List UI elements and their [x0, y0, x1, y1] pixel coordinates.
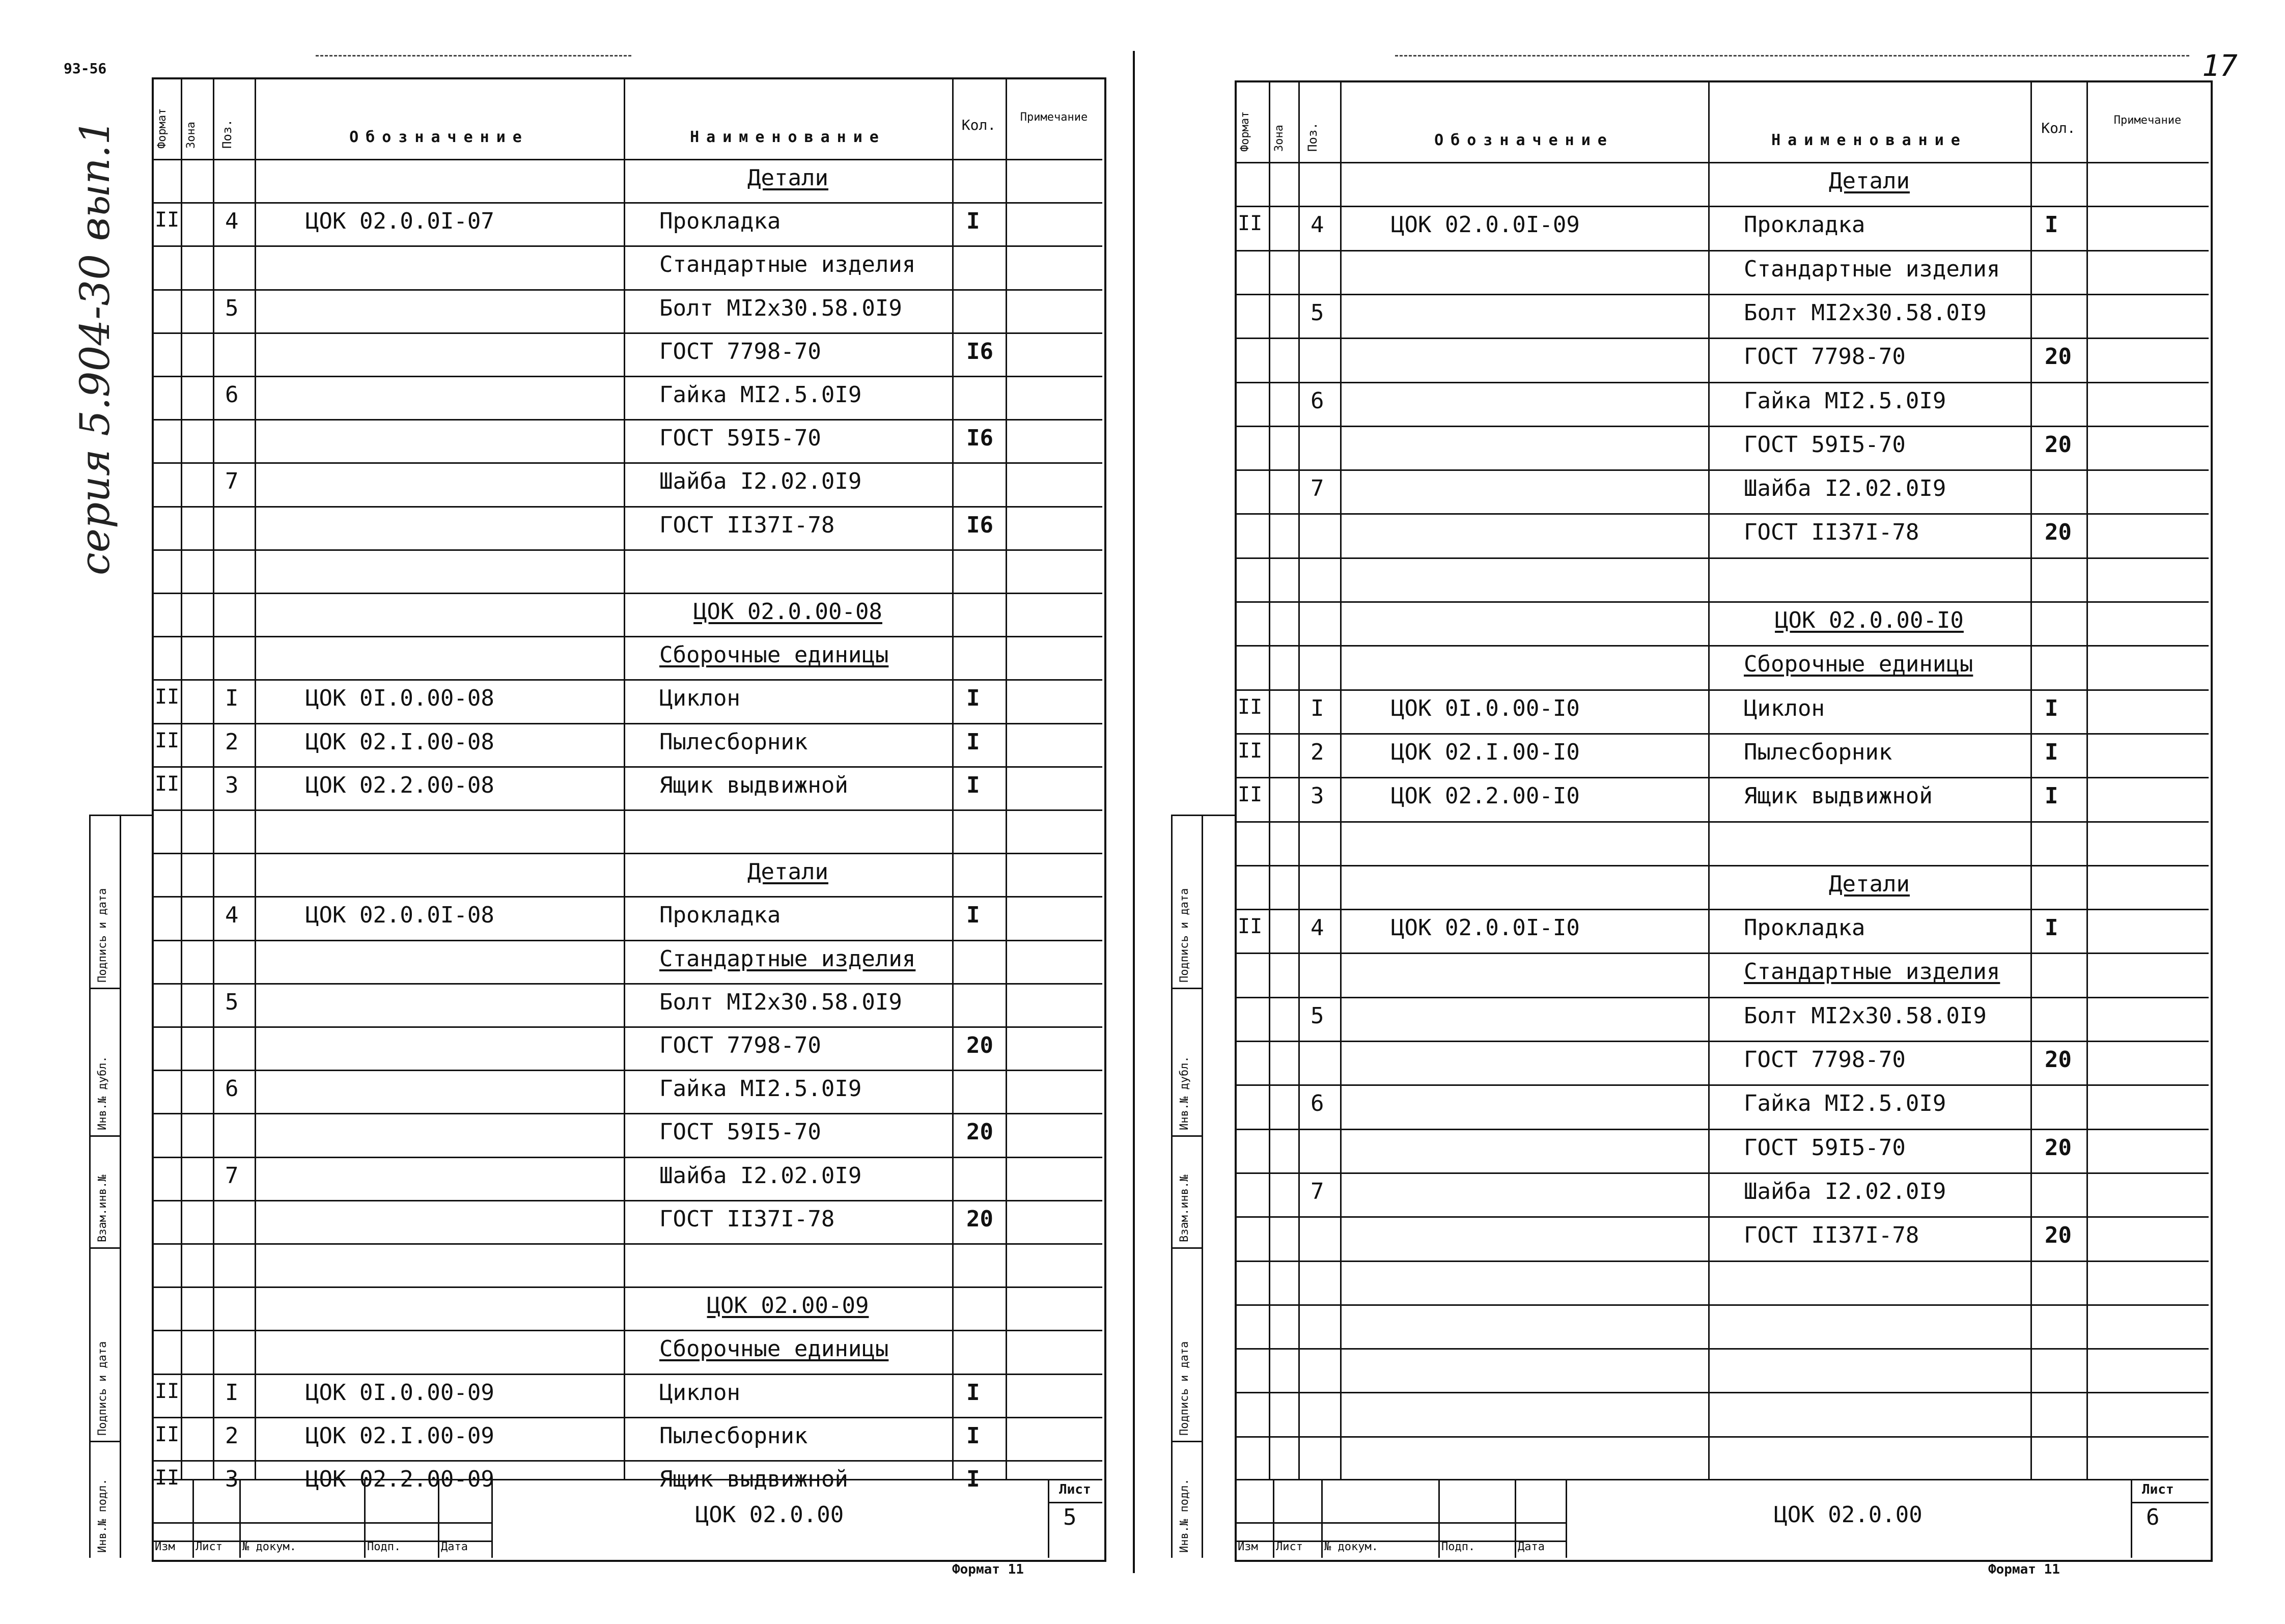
stamp-divider: [1438, 1479, 1440, 1558]
row-designation: ЦОК 02.I.00-I0: [1391, 739, 1580, 765]
row-name: ГОСТ 59I5-70: [1744, 431, 1906, 458]
row-position: 2: [225, 729, 239, 755]
row-quantity: I: [2045, 739, 2058, 765]
column-divider: [2086, 80, 2088, 1479]
row-name: ГОСТ 7798-70: [659, 1032, 821, 1058]
stamp-divider: [239, 1479, 241, 1558]
stamp-sheet-label: Лист: [1059, 1482, 1091, 1497]
stamp-row-line: [152, 1522, 491, 1524]
row-position: 2: [225, 1422, 239, 1449]
row-name: Детали: [747, 165, 828, 191]
row-name: Болт МI2х30.58.0I9: [659, 295, 902, 321]
header-format: Формат: [1239, 111, 1251, 152]
top-dashed-line: [316, 55, 631, 57]
side-stamp-border: [1202, 815, 1203, 1558]
row-name: Сборочные единицы: [659, 642, 889, 668]
row-name: ГОСТ 59I5-70: [1744, 1134, 1906, 1161]
side-stamp-border: [1171, 815, 1173, 1558]
row-divider: [152, 766, 1102, 768]
column-divider: [181, 77, 182, 1479]
row-name: ГОСТ 7798-70: [659, 338, 821, 365]
row-name: ГОСТ 7798-70: [1744, 344, 1906, 370]
header-note: Примечание: [1020, 111, 1088, 124]
stamp-label-doc: № докум.: [1324, 1541, 1378, 1553]
row-divider: [152, 853, 1102, 854]
row-divider: [1235, 953, 2209, 954]
side-stamp-vzam: Взам.инв.№: [96, 1174, 109, 1242]
column-divider: [1006, 77, 1007, 1479]
header-divider: [1235, 162, 2209, 163]
column-divider: [624, 77, 625, 1479]
row-name: Прокладка: [659, 208, 781, 235]
row-name: Болт МI2х30.58.0I9: [1744, 1002, 1987, 1029]
stamp-label-list: Лист: [196, 1541, 222, 1553]
stamp-divider: [1321, 1479, 1323, 1558]
stamp-format: Формат 11: [1988, 1562, 2060, 1577]
top-dashed-line: [1395, 55, 2189, 57]
stamp-label-data: Дата: [1518, 1541, 1545, 1553]
row-divider: [1235, 1172, 2209, 1174]
row-name: Детали: [1829, 168, 1910, 194]
stamp-designation: ЦОК 02.0.00: [695, 1502, 844, 1528]
row-designation: ЦОК 02.0.0I-08: [305, 902, 494, 929]
row-position: 4: [225, 902, 239, 929]
row-name: Шайба I2.02.0I9: [659, 468, 862, 495]
row-name: ЦОК 02.0.00-I0: [1775, 607, 1964, 633]
row-position: I: [225, 1379, 239, 1406]
stamp-label-data: Дата: [441, 1541, 468, 1553]
stamp-top-line: [1235, 1479, 2209, 1480]
row-quantity: I: [966, 902, 980, 929]
row-format: II: [155, 1422, 180, 1446]
row-divider: [152, 809, 1102, 811]
row-quantity: I6: [966, 338, 993, 365]
row-format: II: [155, 208, 180, 232]
row-quantity: I: [2045, 695, 2058, 721]
row-divider: [152, 1374, 1102, 1375]
page-mark: 17: [2202, 48, 2238, 83]
row-divider: [152, 332, 1102, 334]
header-divider: [152, 159, 1102, 160]
row-divider: [1235, 1304, 2209, 1306]
row-name: Циклон: [1744, 695, 1825, 721]
row-quantity: 20: [2045, 344, 2072, 370]
row-divider: [152, 1070, 1102, 1071]
row-designation: ЦОК 0I.0.00-09: [305, 1379, 494, 1406]
row-name: ГОСТ 7798-70: [1744, 1047, 1906, 1073]
row-name: Гайка МI2.5.0I9: [1744, 387, 1946, 414]
side-stamp-sign-date: Подпись и дата: [96, 888, 109, 983]
row-divider: [1235, 909, 2209, 910]
row-divider: [1235, 601, 2209, 603]
row-divider: [1235, 1436, 2209, 1438]
row-name: Стандартные изделия: [659, 945, 916, 972]
stamp-label-izm: Изм: [1238, 1541, 1258, 1553]
row-position: 6: [1311, 387, 1324, 414]
column-divider: [1708, 80, 1710, 1479]
column-divider: [1269, 80, 1270, 1479]
row-designation: ЦОК 02.2.00-08: [305, 772, 494, 798]
header-designation: Обозначение: [1434, 131, 1614, 149]
row-position: I: [225, 685, 239, 712]
row-divider: [152, 245, 1102, 247]
row-name: Гайка МI2.5.0I9: [659, 1076, 862, 1102]
stamp-divider: [2131, 1479, 2132, 1558]
row-designation: ЦОК 0I.0.00-I0: [1391, 695, 1580, 721]
row-name: Циклон: [659, 1379, 740, 1406]
stamp-divider: [1048, 1479, 1049, 1558]
row-divider: [152, 289, 1102, 291]
row-designation: ЦОК 02.2.00-09: [305, 1466, 494, 1492]
header-qty: Кол.: [2041, 120, 2076, 136]
stamp-label-doc: № докум.: [242, 1541, 296, 1553]
stamp-format: Формат 11: [952, 1562, 1024, 1577]
row-designation: ЦОК 0I.0.00-08: [305, 685, 494, 712]
row-position: 7: [225, 1162, 239, 1189]
side-stamp-border: [120, 815, 121, 1558]
row-name: ГОСТ 59I5-70: [659, 425, 821, 452]
row-divider: [1235, 997, 2209, 998]
row-name: Стандартные изделия: [659, 251, 916, 278]
row-divider: [1235, 294, 2209, 295]
row-name: ГОСТ II37I-78: [659, 512, 835, 538]
column-divider: [1298, 80, 1300, 1479]
row-name: Болт МI2х30.58.0I9: [1744, 299, 1987, 326]
row-name: Шайба I2.02.0I9: [1744, 1178, 1946, 1205]
header-name: Наименование: [1771, 131, 1967, 149]
row-divider: [152, 636, 1102, 637]
side-stamp-inv-podl: Инв.№ подл.: [96, 1478, 109, 1553]
row-name: Ящик выдвижной: [659, 772, 848, 798]
stamp-label-list: Лист: [1276, 1541, 1303, 1553]
side-stamp-line: [89, 1135, 120, 1137]
row-divider: [152, 376, 1102, 377]
side-stamp-inv-dubl: Инв.№ дубл.: [96, 1056, 109, 1130]
row-name: Прокладка: [1744, 212, 1865, 238]
row-name: ГОСТ II37I-78: [1744, 1222, 1919, 1249]
stamp-sheet-label: Лист: [2142, 1482, 2174, 1497]
row-name: ГОСТ II37I-78: [1744, 519, 1919, 546]
row-format: II: [1238, 695, 1263, 719]
row-name: Шайба I2.02.0I9: [1744, 475, 1946, 502]
row-name: Ящик выдвижной: [659, 1466, 848, 1492]
row-name: ЦОК 02.00-09: [707, 1293, 869, 1319]
header-pos: Поз.: [220, 119, 234, 149]
header-name: Наименование: [690, 128, 886, 146]
column-divider: [1340, 80, 1342, 1479]
header-pos: Поз.: [1305, 122, 1320, 152]
row-position: 7: [1311, 475, 1324, 502]
stamp-label-podp: Подп.: [367, 1541, 401, 1553]
row-quantity: I: [966, 1422, 980, 1449]
row-position: 3: [225, 772, 239, 798]
row-quantity: 20: [2045, 1134, 2072, 1161]
stamp-divider: [1273, 1479, 1274, 1558]
row-divider: [1235, 557, 2209, 559]
row-position: 2: [1311, 739, 1324, 765]
row-divider: [152, 896, 1102, 898]
side-stamp-line: [89, 1247, 120, 1249]
stamp-label-izm: Изм: [155, 1541, 175, 1553]
row-quantity: I: [966, 208, 980, 235]
row-divider: [1235, 689, 2209, 691]
row-position: 3: [225, 1466, 239, 1492]
row-name: Прокладка: [1744, 915, 1865, 941]
row-divider: [1235, 1348, 2209, 1350]
row-position: 5: [225, 989, 239, 1015]
row-format: II: [155, 772, 180, 796]
row-name: ГОСТ II37I-78: [659, 1206, 835, 1232]
row-designation: ЦОК 02.2.00-I0: [1391, 783, 1580, 809]
row-name: Стандартные изделия: [1744, 959, 2000, 985]
row-name: Детали: [1829, 871, 1910, 897]
sheet-frame: [152, 77, 1106, 1562]
row-name: Детали: [747, 859, 828, 885]
header-designation: Обозначение: [349, 128, 529, 146]
header-zone: Зона: [185, 122, 198, 149]
side-stamp-line: [1171, 1247, 1202, 1249]
row-divider: [1235, 338, 2209, 339]
row-format: II: [1238, 212, 1263, 236]
side-stamp-sign-date2: Подпись и дата: [96, 1341, 109, 1436]
row-position: 3: [1311, 783, 1324, 809]
stamp-top-line: [152, 1479, 1102, 1480]
handwritten-series-label: серия 5.904-30 вып.1: [71, 119, 119, 575]
stamp-label-podp: Подп.: [1441, 1541, 1475, 1553]
row-divider: [1235, 513, 2209, 515]
row-name: Гайка МI2.5.0I9: [659, 382, 862, 408]
row-divider: [152, 1113, 1102, 1114]
row-quantity: I: [2045, 915, 2058, 941]
row-divider: [1235, 1129, 2209, 1130]
row-divider: [152, 1026, 1102, 1028]
row-quantity: 20: [2045, 431, 2072, 458]
row-quantity: I: [966, 772, 980, 798]
stamp-designation: ЦОК 02.0.00: [1774, 1502, 1922, 1528]
row-quantity: I6: [966, 425, 993, 452]
row-divider: [152, 1286, 1102, 1288]
side-stamp-border: [89, 815, 91, 1558]
row-name: Ящик выдвижной: [1744, 783, 1933, 809]
row-divider: [1235, 250, 2209, 251]
row-position: 6: [1311, 1090, 1324, 1117]
row-divider: [152, 419, 1102, 421]
column-divider: [213, 77, 214, 1479]
row-format: II: [155, 685, 180, 709]
row-divider: [152, 723, 1102, 724]
row-divider: [152, 1243, 1102, 1245]
column-divider: [952, 77, 954, 1479]
stamp-divider: [192, 1479, 194, 1558]
row-format: II: [155, 1466, 180, 1490]
row-quantity: I: [2045, 212, 2058, 238]
row-divider: [1235, 382, 2209, 383]
stamp-row-line: [1235, 1522, 1566, 1524]
page-divider: [1133, 51, 1135, 1573]
row-position: 5: [1311, 299, 1324, 326]
row-quantity: I: [2045, 783, 2058, 809]
row-divider: [152, 202, 1102, 204]
stamp-divider: [1515, 1479, 1516, 1558]
side-stamp-line: [89, 815, 152, 816]
row-divider: [1235, 645, 2209, 647]
row-designation: ЦОК 02.I.00-08: [305, 729, 494, 755]
row-divider: [1235, 865, 2209, 866]
row-quantity: I6: [966, 512, 993, 538]
row-position: 5: [225, 295, 239, 321]
row-name: Сборочные единицы: [1744, 651, 1973, 678]
row-format: II: [1238, 739, 1263, 763]
row-quantity: 20: [2045, 1047, 2072, 1073]
row-divider: [152, 549, 1102, 551]
stamp-sheet-number: 5: [1063, 1504, 1077, 1530]
row-designation: ЦОК 02.0.0I-I0: [1391, 915, 1580, 941]
header-qty: Кол.: [961, 117, 996, 133]
top-left-code: 93-56: [64, 60, 107, 77]
side-stamp-line: [1171, 815, 1235, 816]
row-quantity: 20: [2045, 1222, 2072, 1249]
row-position: 4: [225, 208, 239, 235]
row-name: Циклон: [659, 685, 740, 712]
row-designation: ЦОК 02.0.0I-07: [305, 208, 494, 235]
row-quantity: I: [966, 685, 980, 712]
row-name: Шайба I2.02.0I9: [659, 1162, 862, 1189]
row-format: II: [155, 1379, 180, 1403]
row-quantity: 20: [966, 1032, 993, 1058]
stamp-row-line: [2131, 1502, 2209, 1503]
row-position: 6: [225, 382, 239, 408]
row-quantity: I: [966, 1379, 980, 1406]
side-stamp-inv-podl: Инв.№ подл.: [1178, 1478, 1191, 1553]
row-divider: [1235, 206, 2209, 207]
row-position: 7: [1311, 1178, 1324, 1205]
row-divider: [1235, 426, 2209, 427]
row-designation: ЦОК 02.0.0I-09: [1391, 212, 1580, 238]
row-position: I: [1311, 695, 1324, 721]
column-divider: [255, 77, 256, 1479]
row-position: 4: [1311, 212, 1324, 238]
row-divider: [152, 1417, 1102, 1418]
row-divider: [1235, 1392, 2209, 1393]
header-note: Примечание: [2113, 114, 2182, 127]
row-divider: [1235, 469, 2209, 471]
row-position: 7: [225, 468, 239, 495]
row-divider: [1235, 821, 2209, 823]
row-name: Болт МI2х30.58.0I9: [659, 989, 902, 1015]
row-divider: [1235, 1261, 2209, 1262]
row-divider: [152, 1200, 1102, 1201]
row-name: Гайка МI2.5.0I9: [1744, 1090, 1946, 1117]
row-divider: [152, 506, 1102, 508]
row-divider: [1235, 1216, 2209, 1218]
row-divider: [152, 983, 1102, 985]
row-divider: [152, 1157, 1102, 1158]
header-zone: Зона: [1273, 125, 1286, 152]
stamp-sheet-number: 6: [2146, 1504, 2160, 1530]
row-format: II: [1238, 783, 1263, 807]
row-name: Пылесборник: [659, 729, 808, 755]
row-format: II: [1238, 915, 1263, 939]
row-divider: [1235, 1084, 2209, 1086]
side-stamp-line: [89, 988, 120, 989]
row-name: Пылесборник: [659, 1422, 808, 1449]
row-quantity: I: [966, 1466, 980, 1492]
row-quantity: I: [966, 729, 980, 755]
row-divider: [152, 1330, 1102, 1331]
row-quantity: 20: [966, 1206, 993, 1232]
row-name: Пылесборник: [1744, 739, 1892, 765]
side-stamp-line: [1171, 988, 1202, 989]
row-position: 5: [1311, 1002, 1324, 1029]
row-divider: [152, 679, 1102, 681]
row-name: ГОСТ 59I5-70: [659, 1119, 821, 1145]
header-format: Формат: [156, 108, 169, 149]
column-divider: [2030, 80, 2032, 1479]
row-divider: [152, 1460, 1102, 1462]
side-stamp-inv-dubl: Инв.№ дубл.: [1178, 1056, 1191, 1130]
side-stamp-line: [1171, 1441, 1202, 1442]
side-stamp-line: [1171, 1135, 1202, 1137]
row-divider: [1235, 733, 2209, 735]
row-name: Прокладка: [659, 902, 781, 929]
side-stamp-sign-date2: Подпись и дата: [1178, 1341, 1191, 1436]
stamp-divider: [364, 1479, 366, 1558]
row-designation: ЦОК 02.I.00-09: [305, 1422, 494, 1449]
row-divider: [1235, 777, 2209, 778]
row-quantity: 20: [2045, 519, 2072, 546]
row-divider: [152, 940, 1102, 941]
row-position: 4: [1311, 915, 1324, 941]
row-quantity: 20: [966, 1119, 993, 1145]
side-stamp-vzam: Взам.инв.№: [1178, 1174, 1191, 1242]
row-divider: [1235, 1041, 2209, 1042]
side-stamp-sign-date: Подпись и дата: [1178, 888, 1191, 983]
row-name: Стандартные изделия: [1744, 256, 2000, 282]
row-position: 6: [225, 1076, 239, 1102]
row-divider: [152, 462, 1102, 464]
row-format: II: [155, 729, 180, 752]
row-divider: [152, 593, 1102, 594]
stamp-divider: [438, 1479, 439, 1558]
row-name: Сборочные единицы: [659, 1336, 889, 1362]
side-stamp-line: [89, 1441, 120, 1442]
stamp-row-line: [1048, 1502, 1102, 1503]
row-name: ЦОК 02.0.00-08: [693, 599, 882, 625]
